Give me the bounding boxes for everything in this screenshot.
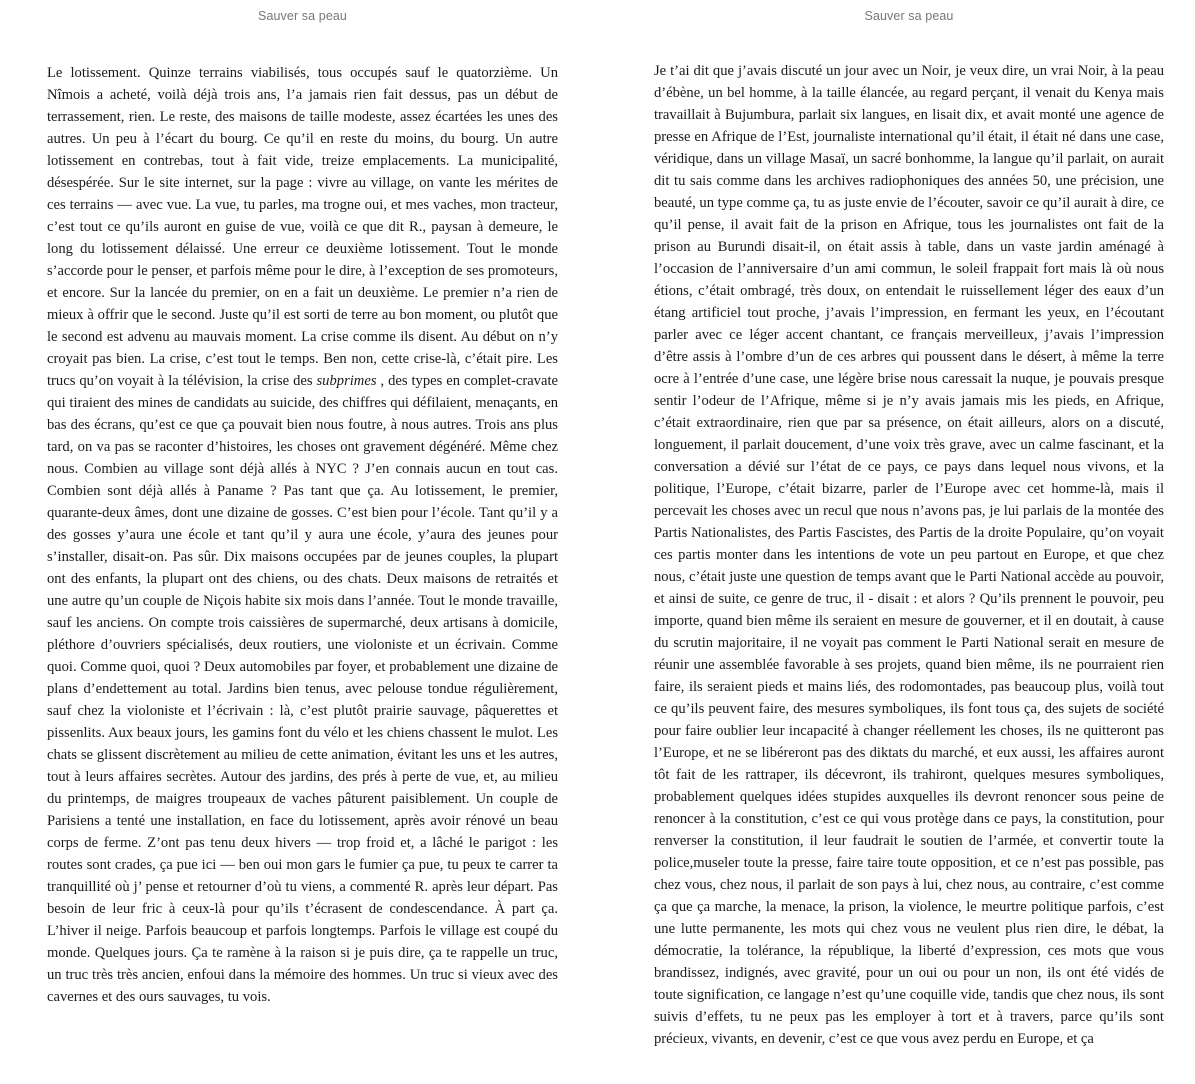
italic-term: subprimes xyxy=(316,373,377,389)
left-page-body xyxy=(47,62,558,1008)
right-page xyxy=(654,0,1164,1084)
left-page-header: Sauver sa peau xyxy=(258,9,347,23)
right-page-header: Sauver sa peau xyxy=(864,9,954,23)
left-body-text-part-1: Le lotissement. Quinze terrains viabilisés, tous occupés sauf le quatorzième. Un Nîmois a acheté, voilà déjà trois ans, l’a jamais rien fait dessus, pas un début de terrassement, rien. Le reste, des maisons de taille modeste, assez écartées les unes des autres. Un peu à l’écart du bourg. Ce qu’il en reste du moins, du bourg. Un autre lotissement en contrebas, tout à fait vide, treize emplacements. La municipalité, désespérée. Sur le site internet, sur la page : vivre au village, on vante les mérites de ces terrains — avec vue. La vue, tu parles, ma trogne oui, et mes vaches, mon tracteur, c’est tout ce qu’ils auront en guise de vue, voilà ce que dit R., paysan à demeure, le long du lotissement délaissé. Une erreur ce deuxième lotissement. Tout le monde s’accorde pour le penser, et parfois même pour le dire, à l’exception de ses promoteurs, et encore. Sur la lancée du premier, on en a fait un deuxième. Le premier n’a rien de mieux à offrir que le second. Juste qu’il est sorti de terre au bon moment, ou plutôt que le second est advenu au mauvais moment. La crise comme ils disent. Au début on n’y croyait pas bien. La crise, c’est tout le temps. Ben non, cette crise-là, c’était pire. Les trucs qu’on voyait à la télévision, la crise des xyxy=(47,65,558,389)
left-page xyxy=(47,0,558,1084)
left-body-text-part-2: , des types en complet-cravate qui tiraient des mines de candidats au suicide, des chiffres qui défilaient, menaçants, en bas des écrans, qu’est ce que ça pouvait bien nous foutre, à nous autres. Trois ans plus tard, on va pas se raconter d’histoires, les choses ont gravement dégénéré. Même chez nous. Combien au village sont déjà allés à NYC ? J’en connais aucun en tout cas. Combien sont déjà allés à Paname ? Pas tant que ça. Au lotissement, le premier, quarante-deux âmes, dont une dizaine de gosses. C’est bien pour l’école. Tant qu’il y a des gosses y’aura une école et tant qu’il y aura une école, y’aura des jeunes pour s’installer, disait-on. Pas sûr. Dix maisons occupées par de jeunes couples, la plupart ont des enfants, la plupart ont des chiens, ou des chats. Deux maisons de retraités et une autre qu’un couple de Niçois habite six mois dans l’année. Tout le monde travaille, sauf les anciens. On compte trois caissières de supermarché, deux artisans à domicile, pléthore d’ouvriers spécialisés, deux routiers, une violoniste et un écrivain. Comme quoi. Comme quoi, quoi ? Deux automobiles par foyer, et probablement une dizaine de plans d’endettement au total. Jardins bien tenus, avec pelouse tondue régulièrement, sauf chez la violoniste et l’écrivain : là, c’est plutôt prairie sauvage, pâquerettes et pissenlits. Aux beaux jours, les gamins font du vélo et les chiens chassent le mulot. Les chats se glissent discrètement au milieu de cette animation, évitant les uns et les autres, tout à leurs affaires secrètes. Autour des jardins, des prés à perte de vue, et, au milieu du printemps, de maigres troupeaux de vaches pâturent paisiblement. Un couple de Parisiens a tenté une installation, en face du lotissement, après avoir rénové un beau corps de ferme. Z’ont pas tenu deux hivers — trop froid et, a lâché le parigot : les routes sont crades, ça pue ici — ben oui mon gars le fumier ça pue, tu peux te carrer ta tranquillité où j’ pense et retourner d’où tu viens, a commenté R. après leur départ. Pas besoin de leur fric à ceux-là pour qu’ils t’écrasent de condescendance. À part ça. L’hiver il neige. Parfois beaucoup et parfois longtemps. Parfois le village est coupé du monde. Quelques jours. Ça te ramène à la raison si je puis dire, ça te rappelle un truc, un truc très très ancien, enfoui dans la mémoire des hommes. Un truc si vieux avec des cavernes et des ours sauvages, tu vois. xyxy=(47,373,558,1005)
right-page-body: Je t’ai dit que j’avais discuté un jour avec un Noir, je veux dire, un vrai Noir, à la peau d’ébène, un bel homme, à la taille élancée, au regard perçant, il venait du Kenya mais travaillait à Bujumbura, parlait six langues, en lisait dix, et avait monté une agence de presse en Afrique de l’Est, journaliste international qu’il était, il était né dans une case, véridique, dans un village Masaï, un sacré bonhomme, la langue qu’il parlait, on aurait dit tu sais comme dans les archives radiophoniques des années 50, une précision, une beauté, un type comme ça, tu as juste envie de l’écouter, savoir ce qu’il aurait à dire, ce qu’il pense, il avait fait de la prison en Afrique, tous les journalistes ont fait de la prison au Burundi disait-il, on était assis à table, dans un vaste jardin aménagé à l’occasion de l’anniversaire d’un ami commun, le soleil frappait fort mais là où nous étions, c’était ombragé, très doux, on entendait le ruissellement léger des eaux d’un étang artificiel tout proche, j’avais l’impression, en fermant les yeux, en l’écoutant parler avec ce léger accent chantant, ce français merveilleux, j’avais l’impression d’être assis à l’ombre d’un de ces arbres qui poussent dans le désert, à même la terre ocre à l’entrée d’une case, une légère brise nous caressait la nuque, je pouvais presque sentir l’odeur de l’Afrique, même si je n’y avais jamais mis les pieds, en Afrique, c’était extraordinaire, rien que par sa présence, on était ailleurs, alors on a discuté, longuement, il parlait doucement, d’une voix très grave, avec un calme fascinant, et la conversation a dévié sur l’état de ce pays, ce pays dans lequel nous vivons, et la politique, l’Europe, c’était bizarre, parler de l’Europe avec cet homme-là, mais il percevait les choses avec un recul que nous n’avons pas, je lui parlais de la montée des Partis Nationalistes, des Partis Fascistes, des Partis de la droite Populaire, qu’on voyait ces partis monter dans les intentions de vote un peu partout en Europe, et que chez nous, c’était juste une question de temps avant que le Parti National accède au pouvoir, et ainsi de suite, ce genre de truc, il - disait : et alors ? Qu’ils prennent le pouvoir, peu importe, quand bien même ils seraient en mesure de gouverner, et il en doutait, à cause du scrutin majoritaire, il ne voyait pas comment le Parti National serait en mesure de réunir une assemblée favorable à ses projets, quand bien même, ils ne pourraient rien faire, ils seraient pieds et mains liés, des rodomontades, pas beaucoup plus, voilà tout ce qu’ils peuvent faire, des mesures symboliques, ils font tous ça, des sujets de société pour faire oublier leur incapacité à changer réellement les choses, ils ne quitteront pas l’Europe, et ne se libéreront pas des diktats du marché, et eux aussi, les affaires auront tôt fait de les rattraper, ils décevront, ils trahiront, quelques mesures symboliques, probablement quelques idées stupides auxquelles ils devront renoncer sous peine de renoncer à la constitution, c’est ce qui vous protège dans ce pays, la constitution, pour renverser la constitution, il leur faudrait le soutien de l’armée, et convertir toute la police,museler toute la presse, faire taire toute opposition, et ce n’est pas possible, pas chez vous, chez nous, il parlait de son pays à lui, chez nous, au contraire, c’est comme ça que ça marche, la menace, la prison, la violence, le meurtre politique parfois, c’est une lutte permanente, les mots qui chez vous ne veulent plus rien dire, le débat, la démocratie, la tolérance, la république, la liberté d’expression, ces mots que vous brandissez, indignés, avec gravité, pour un oui ou pour un non, ils ont été vidés de toute signification, ce langage n’est qu’une coquille vide, tandis que chez nous, ils sont suivis d’effets, tu ne peux pas les employer à tort et à travers, parce qu’ils sont précieux, vivants, en devenir, c’est ce que vous avez perdu en Europe, et ça xyxy=(654,63,1164,1047)
